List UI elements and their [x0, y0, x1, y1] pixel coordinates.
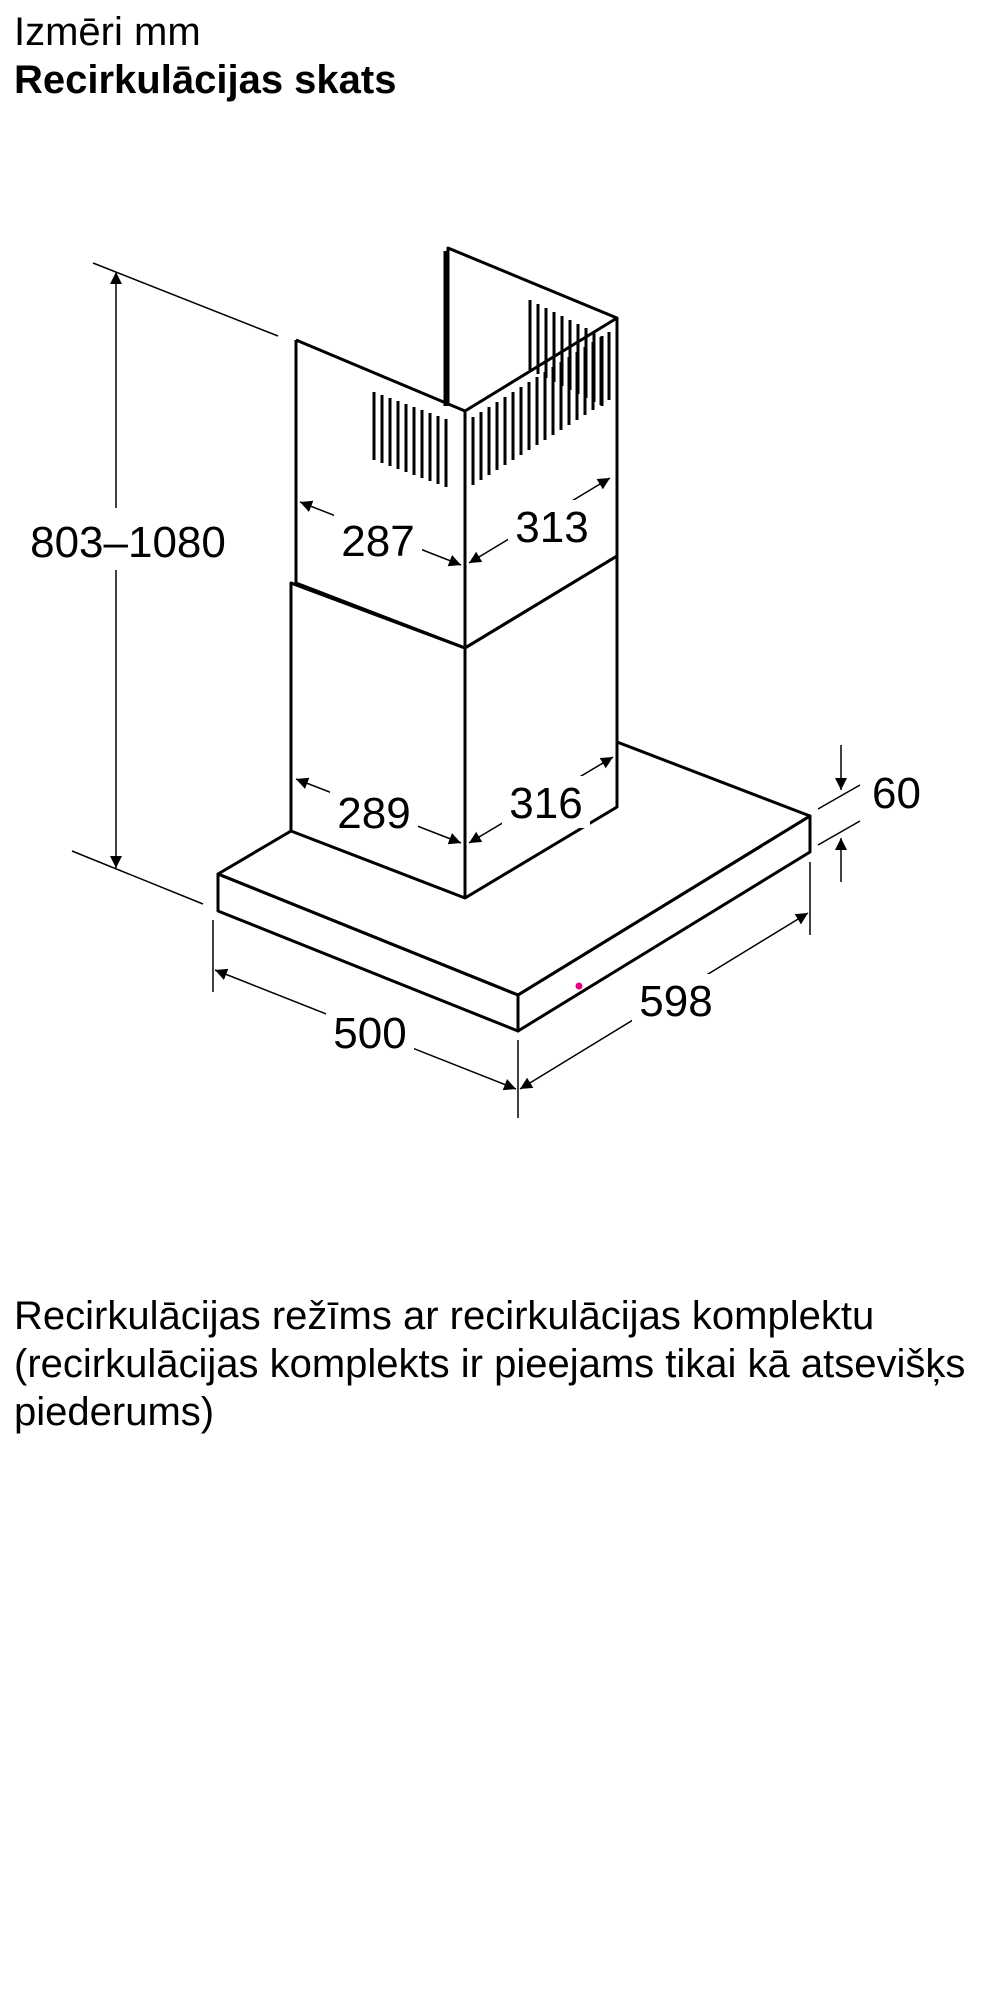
page-subtitle: Izmēri mm: [14, 10, 201, 54]
canopy-depth-label: 500: [333, 1009, 407, 1058]
height-range-label: 803–1080: [30, 518, 226, 567]
canopy-thickness-label: 60: [872, 769, 921, 818]
page-title: Recirkulācijas skats: [14, 58, 397, 102]
dimension-labels: [30, 503, 921, 1058]
dimension-lines: [116, 272, 841, 1089]
lower-chimney-top-edge: [291, 583, 465, 648]
marker-dot: [576, 983, 583, 990]
canopy-width-label: 598: [639, 977, 713, 1026]
hood-outline: [218, 248, 810, 1031]
lower-chimney-width-label: 289: [337, 789, 411, 838]
upper-chimney-width-label: 287: [341, 517, 415, 566]
lower-chimney-depth-label: 316: [509, 779, 583, 828]
upper-chimney-depth-label: 313: [515, 503, 589, 552]
caption-text: Recirkulācijas režīms ar recirkulācijas komplektu (recirkulācijas komplekts ir pieejams tikai kā atsevišķs piederums): [14, 1294, 966, 1434]
lower-chimney-outline: [291, 556, 617, 898]
